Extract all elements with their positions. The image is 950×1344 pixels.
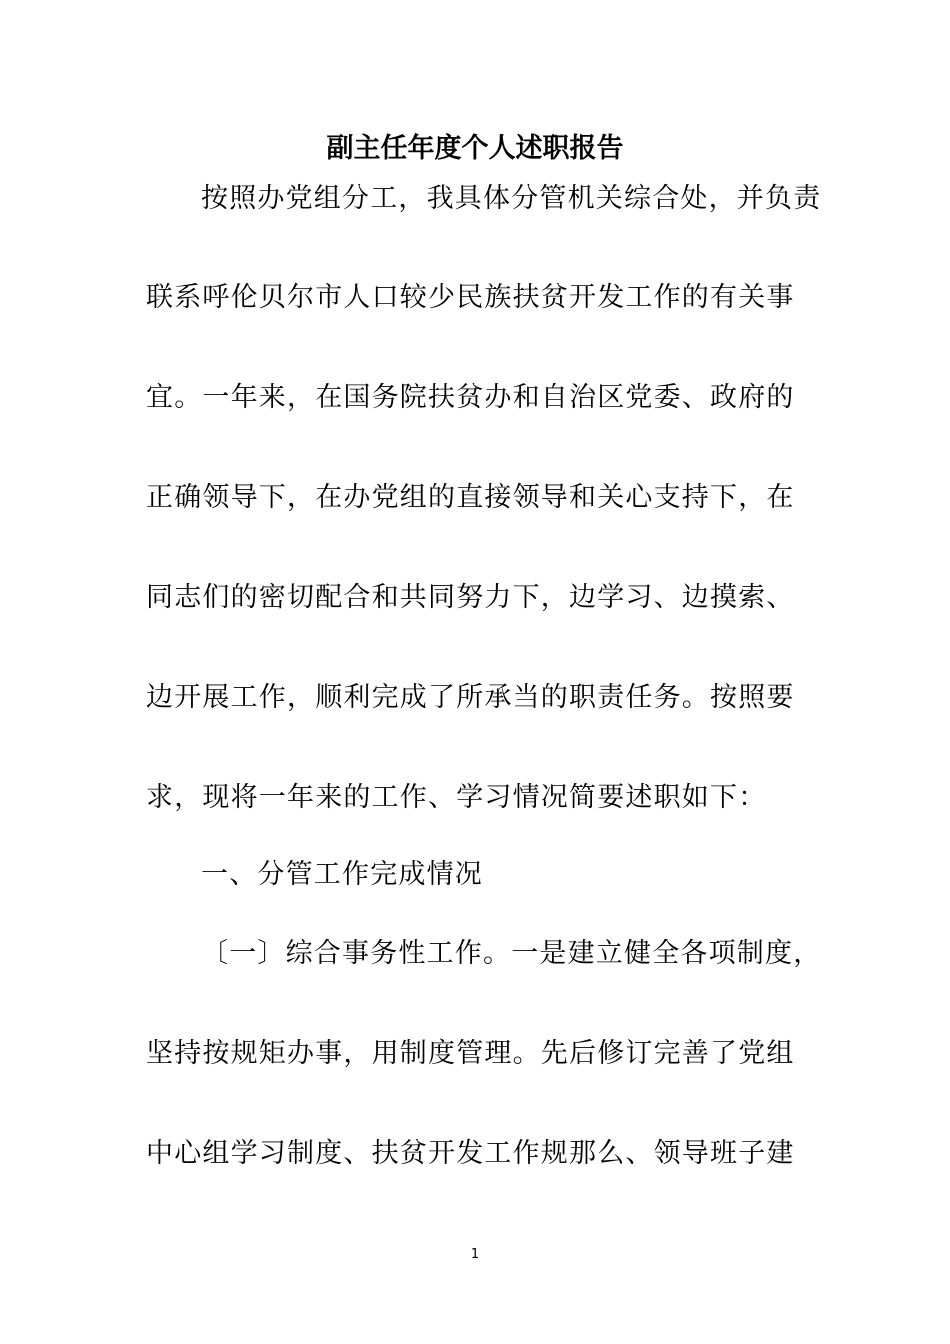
paragraph-line-11: 中心组学习制度、扶贫开发工作规那么、领导班子建 (146, 1138, 795, 1169)
section-heading: 一、分管工作完成情况 (201, 859, 483, 890)
paragraph-line-6: 边开展工作，顺利完成了所承当的职责任务。按照要 (146, 682, 795, 713)
page-number: 1 (470, 1247, 480, 1262)
paragraph-line-2: 联系呼伦贝尔市人口较少民族扶贫开发工作的有关事 (146, 282, 795, 313)
paragraph-line-5: 同志们的密切配合和共同努力下，边学习、边摸索、 (146, 582, 795, 613)
paragraph-line-1: 按照办党组分工，我具体分管机关综合处，并负责 (201, 183, 822, 214)
paragraph-line-3: 宜。一年来，在国务院扶贫办和自治区党委、政府的 (146, 382, 795, 413)
paragraph-line-10: 坚持按规矩办事，用制度管理。先后修订完善了党组 (146, 1038, 795, 1069)
paragraph-line-7: 求，现将一年来的工作、学习情况简要述职如下： (146, 782, 767, 813)
paragraph-line-4: 正确领导下，在办党组的直接领导和关心支持下，在 (146, 482, 795, 513)
paragraph-line-9: 〔一〕综合事务性工作。一是建立健全各项制度， (201, 938, 822, 969)
document-title: 副主任年度个人述职报告 (326, 133, 624, 164)
